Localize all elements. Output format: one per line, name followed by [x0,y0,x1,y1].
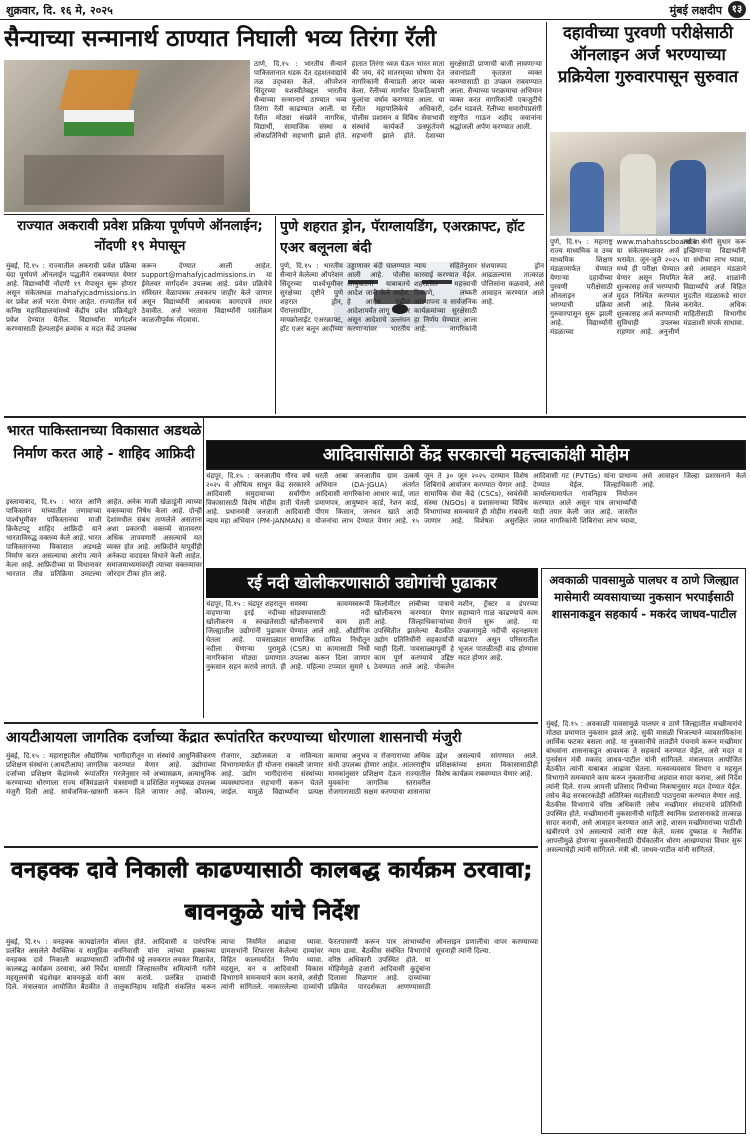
headline-pune-drone-ban: पुणे शहरात ड्रोन, पॅराग्लायडिंग, एअरक्राफ्ट, हॉट एअर बलूनला बंदी [280,219,525,256]
headline-fyjc-online: राज्यात अकरावी प्रवेश प्रक्रिया पूर्णपणे ऑनलाईन; नोंदणी १९ मेपासून [17,218,263,254]
story-ssc-supplementary-body: पुणे, दि.१५ : महाराष्ट्र राज्य माध्यमिक व उच्च माध्यमिक शिक्षण मंडळामार्फत घेण्यात येणाऱ्या दहावीच्या पुरवणी परीक्षेसाठी ऑनलाइन अर्ज भरण्याची प्रक्रिया गुरुवारपासून सुरू झाली आहे. विद्यार्थ्यांनी मंडळाच्या www.mahahsscboard.in या संकेतस्थळावर अर्ज भरावेत. जून-जुलै २०२५ मध्ये ही परीक्षा घेण्यात येणार असून नियमित शुल्कासह अर्ज भरण्याची मुदत निश्चित करण्यात आली आहे. विलंब शुल्कासह अर्ज करण्याची सुविधाही उपलब्ध राहणार आहे. अनुत्तीर्ण तसेच श्रेणी सुधार करू इच्छिणाऱ्या विद्यार्थ्यांनी या संधीचा लाभ घ्यावा, असे आवाहन मंडळाने केले आहे. शाळांनी विद्यार्थ्यांचे अर्ज विहित मुदतीत मंडळाकडे सादर करावेत. अधिक माहितीसाठी विभागीय मंडळाशी संपर्क साधावा. [550,238,746,336]
column-rule [4,846,538,848]
page-number: १३ [728,1,746,18]
headline-iti-global: आयटीआयला जागतिक दर्जाच्या केंद्रात रूपांतरित करण्याच्या धोरणाला शासनाची मंजुरी [6,730,462,746]
column-rule [4,416,746,418]
story-unseasonal-rain-body: मुंबई, दि.१५ : अवकाळी पावसामुळे पालघर व ठाणे जिल्ह्यातील मच्छीमारांचे मोठ्या प्रमाणात नुकसान झाले आहे. सुकी मासळी भिजल्याने व्यावसायिकांना आर्थिक फटका बसला आहे. या नुकसानीचे तातडीने पंचनामे करून मच्छीमार बांधवांना शासनाकडून आवश्यक ते सहकार्य करण्यात येईल, असे मदत व पुनर्वसन मंत्री मकरंद जाधव-पाटील यांनी सांगितले. मंत्रालयात आयोजित बैठकीत त्यांनी याबाबत आढावा घेतला. मत्स्यव्यवसाय विभाग व महसूल विभागाने समन्वयाने काम करून नुकसानीचा अहवाल सादर करावा, असे निर्देश त्यांनी दिले. राज्य आपत्ती प्रतिसाद निधीच्या निकषानुसार मदत देण्यात येईल. तसेच केंद्र सरकारकडेही अतिरिक्त मदतीसाठी पाठपुरावा करण्यात येणार आहे. बैठकीस विभागाचे वरिष्ठ अधिकारी तसेच मच्छीमार संघटनांचे प्रतिनिधी उपस्थित होते. मच्छीमारांनी नुकसानीची माहिती स्थानिक प्रशासनाकडे तात्काळ सादर करावी, असे आवाहन करण्यात आले आहे. शासन मच्छीमारांच्या पाठीशी खंबीरपणे उभे असल्याचे त्यांनी स्पष्ट केले. मत्स्य दुष्काळ व नैसर्गिक आपत्तीमुळे होणाऱ्या नुकसानीसाठी दीर्घकालीन धोरण आखण्याचा विचार सुरू असल्याचेही त्यांनी सांगितले. मंत्री श्री. जाधव-पाटील यांनी सांगितले. [546,720,742,854]
story-iti-global-body: मुंबई, दि.१५ : महाराष्ट्रातील औद्योगिक प्रशिक्षण संस्थांना (आयटीआय) जागतिक दर्जाच्या प्रशिक्षण केंद्रांमध्ये रूपांतरित करण्याच्या धोरणाला राज्य मंत्रिमंडळाने मंजुरी दिली आहे. सार्वजनिक-खासगी भागीदारीतून या संस्थांचे आधुनिकीकरण करण्यात येणार आहे. उद्योगांच्या गरजेनुसार नवे अभ्यासक्रम, अत्याधुनिक यंत्रसामग्री व प्रशिक्षित मनुष्यबळ उपलब्ध करून दिले जाणार आहे. कौशल्य, रोजगार, उद्योजकता व नाविन्यता विभागामार्फत ही योजना राबवली जाणार आहे. उद्योग भागीदारांना संस्थांच्या व्यवस्थापनात सहभागी करून घेतले जाईल. यामुळे विद्यार्थ्यांना प्रत्यक्ष कामाचा अनुभव व रोजगाराच्या अधिक संधी उपलब्ध होणार आहेत. आंतरराष्ट्रीय मानकांनुसार प्रशिक्षण देऊन राज्यातील युवकांना जागतिक स्तरावरील रोजगारासाठी सक्षम करण्याचा शासनाचा उद्देश असल्याचे सांगण्यात आले. प्रशिक्षकांच्या क्षमता विकासासाठीही विशेष कार्यक्रम राबवण्यात येणार आहे. [6,752,538,796]
headline-tribal-mission: आदिवासींसाठी केंद्र सरकारची महत्त्वाकांक्षी मोहीम [206,440,746,470]
headline-forest-rights: वनहक्क दावे निकाली काढण्यासाठी कालबद्ध कार्यक्रम ठरवावा; बावनकुळे यांचे निर्देश [11,858,533,925]
headline-afridi: भारत पाकिस्तानच्या विकासात अडथळे निर्माण करत आहे - शाहिद आफ्रिदी [6,423,202,462]
headline-unseasonal-rain: अवकाळी पावसामुळे पालघर व ठाणे जिल्ह्यात मासेमारी व्यवसायाच्या नुकसान भरपाईसाठी शासनाकडून सहकार्य - मकरंद जाधव-पाटील [549,573,739,621]
column-rule [4,214,544,215]
headline-tiranga-rally: सैन्याच्या सन्मानार्थ ठाण्यात निघाली भव्य तिरंगा रॅली [4,26,437,52]
headline-ssc-supplementary: दहावीच्या पुरवणी परीक्षेसाठी ऑनलाइन अर्ज भरण्याच्या प्रक्रियेला गुरुवारपासून सुरुवात [557,23,739,86]
story-river-deepening-body: चंद्रपूर, दि.१५ : चंद्रपूर शहरातून वाहणाऱ्या इरई नदीच्या खोलीकरण व स्वच्छतेसाठी जिल्ह्यातील उद्योगांनी पुढाकार घेतला आहे. पावसाळ्यात नदीला येणाऱ्या पुरामुळे नागरिकांना मोठ्या प्रमाणात नुकसान सहन करावे लागते. ही समस्या कायमस्वरूपी सोडवण्यासाठी नदी खोलीकरणाचे काम हाती घेण्यात आले आहे. औद्योगिक सामाजिक दायित्व निधीतून (CSR) या कामासाठी निधी उपलब्ध करून दिला जाणार आहे. पहिल्या टप्प्यात सुमारे ६ किलोमीटर लांबीच्या पात्राचे खोलीकरण करण्यात येणार आहे. जिल्हाधिकाऱ्यांच्या उपस्थितीत झालेल्या बैठकीत उद्योग प्रतिनिधींनी सहकार्याची ग्वाही दिली. पावसाळ्यापूर्वी हे काम पूर्ण करण्याचे उद्दिष्ट ठेवण्यात आले आहे. पोकलेन मशीन, ट्रॅक्टर व डंपरच्या सहाय्याने गाळ काढण्याचे काम वेगाने सुरू आहे. या उपक्रमामुळे नदीची वहनक्षमता वाढणार असून परिसरातील भूजल पातळीतही वाढ होण्यास मदत होणार आहे. [206,600,538,671]
story-tribal-mission-body: चंद्रपूर, दि.१५ : जनजातीय गौरव वर्ष २०२५ चे औचित्य साधून केंद्र सरकारने आदिवासी समुदायाच्या सर्वांगीण विकासासाठी विशेष मोहीम हाती घेतली आहे. प्रधानमंत्री जनजाती आदिवासी न्याय महा अभियान (PM-JANMAN) व धरती आबा जनजातीय ग्राम उत्कर्ष अभियान (DA-JGUA) अंतर्गत आदिवासी नागरिकांना आधार कार्ड, जात प्रमाणपत्र, आयुष्मान कार्ड, रेशन कार्ड, पीएम किसान, जनधन खाते आदी योजनांचा लाभ देण्यात येणार आहे. १५ जून ते ३० जून २०२५ दरम्यान विशेष शिबिरांचे आयोजन करण्यात येणार आहे. सामायिक सेवा केंद्रे (CSCs), स्वयंसेवी संस्था (NGOs) व प्रशासनाच्या विविध विभागांच्या समन्वयाने ही मोहीम राबवली जाणार आहे. विशेषतः असुरक्षित आदिवासी गट (PVTGs) यांना प्राधान्य देण्यात येईल. जिल्हाधिकारी कार्यालयामार्फत गावनिहाय नियोजन करण्यात आले असून पात्र लाभार्थ्यांची यादी तयार केली जात आहे. जास्तीत जास्त नागरिकांनी शिबिरांचा लाभ घ्यावा, असे आवाहन जिल्हा प्रशासनाने केले आहे. [206,472,746,525]
page-header [0,0,750,20]
story-afridi-body: इस्लामाबाद, दि.१५ : भारत आणि पाकिस्तान यांच्यातील तणावाच्या पार्श्वभूमीवर पाकिस्तानचा माजी क्रिकेटपटू शाहिद आफ्रिदी याने भारताविरुद्ध वक्तव्य केले आहे. भारत पाकिस्तानच्या विकासात अडथळे निर्माण करत असल्याचा आरोप त्याने केला आहे. आफ्रिदीच्या या विधानावर भारतात तीव्र प्रतिक्रिया उमटल्या आहेत. अनेक माजी खेळाडूंनी त्याच्या वक्तव्याचा निषेध केला आहे. दोन्ही देशांमधील संबंध ताणलेले असताना अशा प्रकारची वक्तव्ये वातावरण अधिक तापवणारी असल्याचे मत व्यक्त होत आहे. आफ्रिदीने यापूर्वीही अनेकदा वादग्रस्त विधाने केली आहेत. समाजमाध्यमांवरही त्याच्या वक्तव्यावर जोरदार टीका होत आहे. [6,498,202,578]
story-fyjc-body: मुंबई, दि.१५ : राज्यातील अकरावी प्रवेश प्रक्रिया यंदा पूर्णपणे ऑनलाईन पद्धतीने राबवण्यात येणार आहे. विद्यार्थ्यांची नोंदणी १९ मेपासून सुरू होणार असून संकेतस्थळ mahafyjcadmissions.in वर प्रवेश अर्ज भरता येणार आहेत. राज्यातील सर्व कनिष्ठ महाविद्यालयांमध्ये केंद्रीय प्रवेश प्रक्रियेद्वारे प्रवेश देण्यात येतील. विद्यार्थ्यांना मार्गदर्शन करण्यासाठी हेल्पलाईन क्रमांक व मदत केंद्रे उपलब्ध करून देण्यात आली आहेत. support@mahafyjcadmissions.in या ईमेलवर मार्गदर्शन उपलब्ध आहे. प्रवेश प्रक्रियेचे सविस्तर वेळापत्रक लवकरच जाहीर केले जाणार असून विद्यार्थ्यांनी आवश्यक कागदपत्रे तयार ठेवावीत. अर्ज भरताना विद्यार्थ्यांनी पसंतीक्रम काळजीपूर्वक नोंदवावा. [6,262,272,333]
column-rule [4,722,538,724]
story-forest-rights-body: मुंबई, दि.१५ : वनहक्क कायद्यांतर्गत प्रलंबित असलेले वैयक्तिक व सामूहिक वनहक्क दावे निकाली काढण्यासाठी कालबद्ध कार्यक्रम ठरवावा, असे निर्देश महसूलमंत्री चंद्रशेखर बावनकुळे यांनी दिले. मंत्रालयात आयोजित बैठकीत ते बोलत होते. आदिवासी व पारंपरिक वननिवासी यांना त्यांच्या हक्काच्या जमिनीचे पट्टे लवकरात लवकर मिळावेत, यासाठी जिल्हास्तरीय समित्यांनी गतीने काम करावे. प्रलंबित दाव्यांची तालुकानिहाय माहिती संकलित करून त्याचा नियमित आढावा घ्यावा. ग्रामसभांनी शिफारस केलेल्या दाव्यांवर विहित कालमर्यादेत निर्णय घ्यावा. महसूल, वन व आदिवासी विकास विभागाने समन्वयाने काम करावे, असेही त्यांनी सांगितले. नाकारलेल्या दाव्यांची फेरतपासणी करून पात्र लाभार्थ्यांना न्याय द्यावा. बैठकीस संबंधित विभागांचे वरिष्ठ अधिकारी उपस्थित होते. या मोहिमेमुळे हजारो आदिवासी कुटुंबांना दिलासा मिळणार आहे. दाव्यांच्या प्रक्रियेत पारदर्शकता आणण्यासाठी ऑनलाइन प्रणालीचा वापर करण्याच्या सूचनाही त्यांनी दिल्या. [6,938,538,991]
column-rule [546,22,547,414]
column-rule [275,216,276,414]
column-rule [203,418,204,718]
story-tiranga-rally-body: ठाणे, दि.१५ : भारतीय सैन्याने पाकिस्तानात धडक देत दहशतवाद्यांचे तळ उद्ध्वस्त केले. ऑपरेशन सिंदूरच्या यशस्वीतेबद्दल भारतीय सैन्याच्या सन्मानार्थ ठाण्यात भव्य तिरंगा रॅली काढण्यात आली. या रॅलीत मोठ्या संख्येने नागरिक, विद्यार्थी, सामाजिक संस्था व लोकप्रतिनिधी सहभागी झाले होते. हातात तिरंगा ध्वज घेऊन भारत माता की जय, वंदे मातरम्‌च्या घोषणा देत नागरिकांनी सैन्याप्रती आदर व्यक्त केला. रॅलीच्या मार्गावर ठिकठिकाणी फुलांचा वर्षाव करण्यात आला. या रॅलीत महापालिकेचे अधिकारी, पोलीस प्रशासन व विविध सेवाभावी संस्थांचे कार्यकर्ते उत्स्फूर्तपणे सहभागी झाले होते. देशाच्या सुरक्षेसाठी प्राणाची बाजी लावणाऱ्या जवानांप्रती कृतज्ञता व्यक्त करण्यासाठी हा उपक्रम राबवण्यात आला. सैन्याच्या पराक्रमाचा अभिमान व्यक्त करत नागरिकांनी एकजुटीचे दर्शन घडवले. रॅलीच्या समारोपप्रसंगी राष्ट्रगीत गाऊन शहीद जवानांना श्रद्धांजली अर्पण करण्यात आली. [254,60,542,140]
students-photo [550,132,746,236]
headline-river-deepening: रई नदी खोलीकरणासाठी उद्योगांची पुढाकार [206,568,538,598]
rally-photo [4,60,250,212]
paper-name: मुंबई लक्षदीप [669,4,722,17]
issue-date: शुक्रवार, दि. १६ मे, २०२५ [6,4,113,17]
story-pune-drone-body: पुणे, दि.१५ : भारतीय सैन्याने केलेल्या ऑपरेशन सिंदूरच्या पार्श्वभूमीवर सुरक्षेच्या दृष्टीने पुणे शहरात ड्रोन, पॅराग्लायडिंग, मायक्रोलाईट एअरक्राफ्ट, हॉट एअर बलून आदींच्या उड्डाणावर बंदी घालण्यात आली आहे. पोलीस आयुक्तांनी याबाबतचे आदेश जारी केले आहेत. हे आदेश पुढील आदेशापर्यंत लागू राहणार असून आदेशाचे उल्लंघन करणाऱ्यांवर भारतीय न्याय संहितेनुसार कारवाई करण्यात येईल. शहरातील महत्त्वाची ठिकाणे, लष्करी आस्थापना व सार्वजनिक कार्यक्रमांच्या सुरक्षेसाठी हा निर्णय घेण्यात आला आहे. नागरिकांनी संशयास्पद ड्रोन आढळल्यास तात्काळ पोलिसांना कळवावे, असे आवाहन करण्यात आले आहे. [280,262,544,333]
